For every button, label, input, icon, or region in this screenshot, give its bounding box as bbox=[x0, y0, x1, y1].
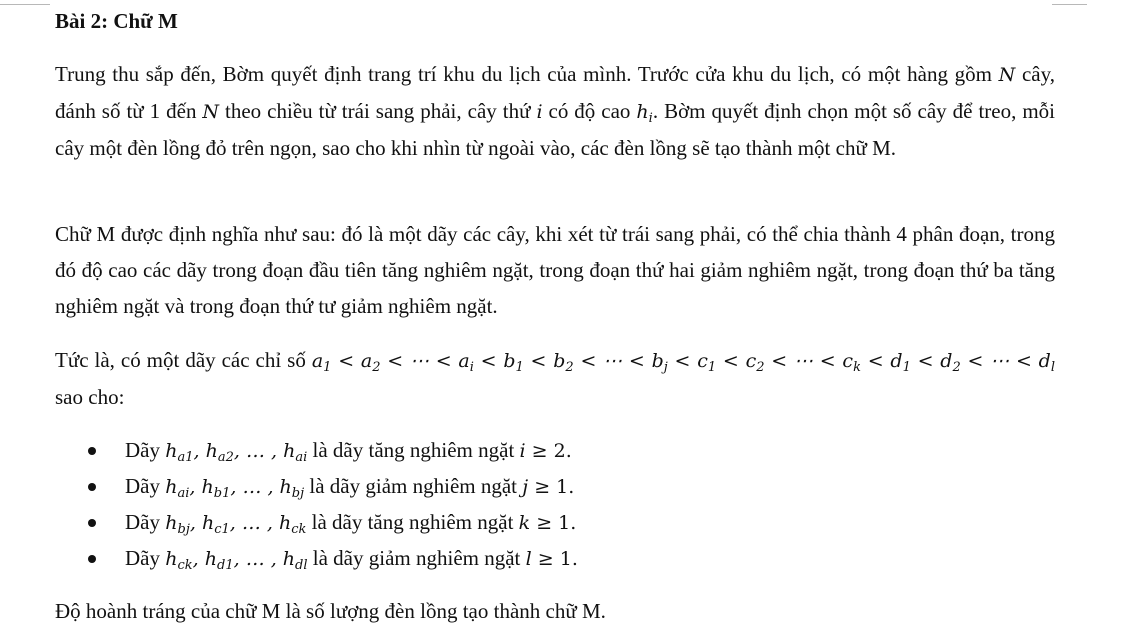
math-var: i bbox=[536, 101, 543, 123]
paragraph-intro bbox=[55, 56, 1055, 166]
text: . Bờm quyết định chọn một số cây để treo, mỗi cây một đèn lồng đỏ trên ngọn, sao cho khi nhìn từ ngoài vào, các đèn lồng sẽ tạo thành một chữ M. bbox=[55, 99, 1056, 160]
bullet-dot bbox=[88, 483, 96, 491]
condition-item-4: Dãy $h_{ck}$, $h_{d1}$, … , $h_{dl}$ là dãy giảm nghiêm ngặt l ≥ 1. bbox=[55, 540, 1055, 576]
bullet-dot bbox=[88, 555, 96, 563]
page-corner-mark-right bbox=[1052, 4, 1087, 5]
text: Tức là, có một dãy các chỉ số bbox=[55, 348, 312, 372]
math-index-sequence: $a_1 < a_2$ < ⋯ < $a_i < b_1 < b_2$ < ⋯ < $b_j < c_1 < c_2$ < ⋯ < $c_k < d_1 < d_2$ < ⋯ < $d_l$ bbox=[311, 350, 1055, 375]
problem-title: Bài 2: Chữ M bbox=[55, 9, 178, 33]
math-height-sequence: $h_{ai}$, $h_{b1}$, … , $h_{bj}$ bbox=[165, 476, 305, 501]
condition-item-2: Dãy $h_{ai}$, $h_{b1}$, … , $h_{bj}$ là dãy giảm nghiêm ngặt j ≥ 1. bbox=[55, 468, 1055, 504]
math-height-sequence: $h_{ck}$, $h_{d1}$, … , $h_{dl}$ bbox=[165, 548, 308, 573]
math-height-sequence: $h_{bj}$, $h_{c1}$, … , $h_{ck}$ bbox=[165, 512, 307, 537]
text: sao cho: bbox=[55, 385, 125, 409]
math-var: N bbox=[202, 101, 220, 123]
text: cây, đánh số từ 1 đến bbox=[55, 62, 1055, 123]
condition-item-1: Dãy $h_{a1}$, $h_{a2}$, … , $h_{ai}$ là dãy tăng nghiêm ngặt i ≥ 2. bbox=[55, 432, 1055, 468]
condition-item-3: Dãy $h_{bj}$, $h_{c1}$, … , $h_{ck}$ là dãy tăng nghiêm ngặt k ≥ 1. bbox=[55, 504, 1055, 540]
bullet-dot bbox=[88, 447, 96, 455]
paragraph-grandeur: Độ hoành tráng của chữ M là số lượng đèn lồng tạo thành chữ M. bbox=[55, 599, 606, 623]
text: theo chiều từ trái sang phải, cây thứ bbox=[219, 99, 537, 123]
text: Trung thu sắp đến, Bờm quyết định trang trí khu du lịch của mình. Trước cửa khu du lịch, có một hàng gồm bbox=[55, 62, 999, 86]
math-height-sequence: $h_{a1}$, $h_{a2}$, … , $h_{ai}$ bbox=[165, 440, 308, 465]
bullet-dot bbox=[88, 519, 96, 527]
page-corner-mark-left bbox=[0, 4, 50, 5]
math-height: $h_i$ bbox=[636, 101, 653, 126]
text: có độ cao bbox=[542, 99, 637, 123]
math-var: N bbox=[998, 64, 1016, 86]
condition-list bbox=[55, 432, 1055, 576]
paragraph-definition: Chữ M được định nghĩa như sau: đó là một dãy các cây, khi xét từ trái sang phải, có thể chia thành 4 phân đoạn, trong đó độ cao các dãy trong đoạn đầu tiên tăng nghiêm ngặt, trong đoạn thứ hai giảm nghiêm ngặt, trong đoạn thứ ba tăng nghiêm ngặt và trong đoạn thứ tư giảm nghiêm ngặt. bbox=[55, 222, 1055, 318]
paragraph-index-sequence bbox=[55, 342, 1055, 415]
